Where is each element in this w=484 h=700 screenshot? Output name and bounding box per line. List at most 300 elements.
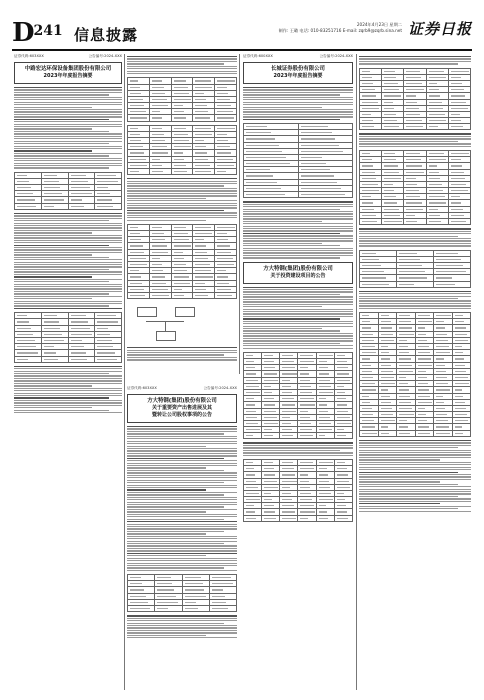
text-line xyxy=(14,227,122,228)
table-row xyxy=(15,356,122,362)
text-line xyxy=(14,150,92,151)
table-cell xyxy=(434,281,471,287)
article-2-title xyxy=(243,62,353,84)
text-line xyxy=(127,71,237,72)
text-line xyxy=(359,236,458,237)
text-line xyxy=(127,487,237,488)
text-line xyxy=(243,104,353,105)
text-line xyxy=(14,223,122,224)
text-line xyxy=(127,477,237,478)
text-line xyxy=(243,313,353,314)
text-line xyxy=(243,213,353,214)
text-line xyxy=(127,210,224,211)
article-1-title xyxy=(14,62,122,84)
text-line xyxy=(14,215,122,216)
newspaper-logo: 证券日报 xyxy=(407,20,472,38)
text-line xyxy=(359,459,440,460)
text-line xyxy=(14,245,109,246)
text-line xyxy=(127,509,237,510)
text-line xyxy=(127,448,237,449)
text-line xyxy=(127,472,237,473)
text-line xyxy=(127,446,206,447)
text-line xyxy=(359,489,471,490)
text-line xyxy=(243,450,340,451)
column-3 xyxy=(127,386,237,690)
text-line xyxy=(127,185,224,186)
text-line xyxy=(14,128,92,129)
text-line xyxy=(359,240,471,241)
text-line xyxy=(243,445,353,446)
text-line xyxy=(359,511,471,512)
text-line xyxy=(243,87,353,88)
text-line xyxy=(127,188,237,189)
article-2-body-3 xyxy=(243,442,353,455)
date-line: 2024年4月23日 星期二 xyxy=(356,22,402,27)
table-cell xyxy=(262,433,280,439)
table-row xyxy=(244,192,353,198)
ownership-diagram xyxy=(127,303,237,343)
text-line xyxy=(127,190,237,191)
table-cell xyxy=(68,356,95,362)
text-line xyxy=(359,508,458,509)
text-line xyxy=(127,178,237,179)
text-line xyxy=(127,526,237,527)
text-line xyxy=(243,204,353,205)
text-line xyxy=(14,121,122,122)
stock-code: 证券代码:603XXX xyxy=(127,386,157,390)
text-line xyxy=(243,338,353,339)
article-3-body xyxy=(127,426,237,571)
text-line xyxy=(14,92,122,93)
text-line xyxy=(127,620,237,621)
diagram-box xyxy=(137,307,157,317)
text-line xyxy=(127,567,224,568)
table-cell xyxy=(404,124,426,130)
table-cell xyxy=(182,606,209,612)
text-line xyxy=(243,218,353,219)
text-line xyxy=(359,464,471,465)
text-line xyxy=(14,109,122,110)
text-line xyxy=(359,303,471,304)
text-line xyxy=(127,565,237,566)
text-line xyxy=(243,333,353,334)
text-line xyxy=(243,309,353,310)
text-line xyxy=(14,400,122,401)
text-line xyxy=(243,111,353,112)
text-line xyxy=(127,470,224,471)
article-2-body-4 xyxy=(359,133,471,146)
column-divider xyxy=(124,54,125,690)
text-line xyxy=(14,380,122,381)
notice-title: 关于重要资产出售进展及其 xyxy=(151,405,212,411)
text-line xyxy=(14,249,122,250)
text-line xyxy=(243,243,322,244)
text-line xyxy=(243,335,353,336)
text-line xyxy=(359,138,471,139)
text-line xyxy=(14,99,122,100)
text-line xyxy=(14,141,122,142)
text-line xyxy=(359,452,471,453)
text-line xyxy=(127,455,237,456)
article-1-table xyxy=(14,172,122,210)
table-cell xyxy=(426,219,448,225)
text-line xyxy=(359,454,471,455)
text-line xyxy=(127,637,237,638)
text-line xyxy=(127,555,206,556)
diagram-box xyxy=(175,307,195,317)
text-line xyxy=(243,235,353,236)
text-line xyxy=(14,397,109,398)
table-cell xyxy=(41,203,68,209)
text-line xyxy=(14,405,122,406)
text-line xyxy=(127,203,237,204)
text-line xyxy=(14,298,92,299)
text-line xyxy=(127,436,237,437)
text-line xyxy=(14,293,109,294)
article-2-cont xyxy=(359,56,471,65)
column-2 xyxy=(127,54,237,380)
text-line xyxy=(14,114,122,115)
table-cell xyxy=(448,124,470,130)
text-line xyxy=(359,63,458,64)
text-line xyxy=(243,252,353,253)
article-1-cont xyxy=(127,56,237,74)
text-line xyxy=(14,252,122,253)
text-line xyxy=(127,63,224,64)
text-line xyxy=(127,220,206,221)
text-line xyxy=(127,183,237,184)
text-line xyxy=(14,279,122,280)
text-line xyxy=(127,538,237,539)
table-cell xyxy=(426,124,448,130)
text-line xyxy=(127,450,237,451)
text-line xyxy=(127,528,237,529)
text-line xyxy=(14,225,122,226)
text-line xyxy=(14,104,122,105)
company-name: 方大特钢(集团)股份有限公司 xyxy=(147,398,217,404)
text-line xyxy=(243,250,353,251)
text-line xyxy=(127,68,237,69)
text-line xyxy=(359,450,471,451)
text-line xyxy=(127,480,237,481)
table-row xyxy=(15,203,122,209)
text-line xyxy=(243,228,353,229)
table-row xyxy=(244,433,353,439)
text-line xyxy=(243,289,353,290)
text-line xyxy=(127,504,237,505)
text-line xyxy=(359,146,471,147)
text-line xyxy=(14,257,109,258)
article-2-table-4 xyxy=(359,68,471,131)
text-line xyxy=(359,440,471,441)
table-cell xyxy=(128,168,150,174)
table-cell xyxy=(298,192,353,198)
text-line xyxy=(359,136,471,137)
article-2-table-2 xyxy=(243,352,353,440)
text-line xyxy=(14,119,109,120)
article-3-body-2 xyxy=(127,615,237,638)
text-line xyxy=(127,524,237,525)
text-line xyxy=(243,442,353,443)
masthead-meta xyxy=(212,22,402,34)
article-1-codes xyxy=(14,54,122,59)
text-line xyxy=(127,511,206,512)
text-line xyxy=(14,385,92,386)
text-line xyxy=(127,217,237,218)
text-line xyxy=(243,89,353,90)
text-line xyxy=(14,390,122,391)
text-line xyxy=(359,445,471,446)
text-line xyxy=(127,499,237,500)
text-line xyxy=(127,618,237,619)
text-line xyxy=(359,498,471,499)
text-line xyxy=(127,458,224,459)
table-cell xyxy=(382,124,404,130)
text-line xyxy=(14,153,122,154)
article-2-table-6 xyxy=(359,250,471,288)
text-line xyxy=(14,165,122,166)
text-line xyxy=(359,243,471,244)
text-line xyxy=(243,248,353,249)
text-line xyxy=(243,455,353,456)
text-line xyxy=(14,107,92,108)
text-line xyxy=(14,254,92,255)
article-2-table-7 xyxy=(359,312,471,437)
text-line xyxy=(127,570,237,571)
text-line xyxy=(359,493,471,494)
text-line xyxy=(359,467,471,468)
masthead-rule xyxy=(12,49,472,51)
article-1-body-2 xyxy=(14,213,122,309)
page-number xyxy=(12,18,63,48)
masthead xyxy=(12,18,472,48)
text-line xyxy=(127,519,224,520)
text-line xyxy=(359,486,471,487)
company-name: 方大特钢(集团)股份有限公司 xyxy=(263,265,333,272)
text-line xyxy=(127,359,237,360)
company-name: 长城证券股份有限公司 xyxy=(271,66,325,72)
text-line xyxy=(14,305,109,306)
text-line xyxy=(243,223,353,224)
text-line xyxy=(127,545,237,546)
text-line xyxy=(359,472,458,473)
text-line xyxy=(359,141,458,142)
text-line xyxy=(14,232,92,233)
text-line xyxy=(127,489,206,490)
text-line xyxy=(14,237,122,238)
stock-code: 证券代码:603XXX xyxy=(14,54,44,58)
table-cell xyxy=(452,430,471,436)
table-row xyxy=(128,115,237,121)
article-3-codes xyxy=(127,386,237,391)
table-cell xyxy=(41,356,68,362)
text-line xyxy=(243,233,340,234)
text-line xyxy=(127,558,237,559)
text-line xyxy=(127,460,237,461)
text-line xyxy=(14,274,122,275)
text-line xyxy=(359,491,471,492)
text-line xyxy=(359,296,471,297)
table-row xyxy=(360,219,471,225)
text-line xyxy=(359,238,471,239)
text-line xyxy=(127,205,237,206)
table-cell xyxy=(215,115,237,121)
table-cell xyxy=(316,515,334,521)
text-line xyxy=(14,288,122,289)
table-cell xyxy=(360,281,397,287)
text-line xyxy=(14,240,122,241)
text-line xyxy=(14,111,122,112)
text-line xyxy=(127,550,237,551)
table-row xyxy=(360,281,471,287)
table-cell xyxy=(360,124,382,130)
text-line xyxy=(127,623,224,624)
table-row xyxy=(244,515,353,521)
report-title: 2023年年度报告摘要 xyxy=(273,73,323,79)
table-cell xyxy=(215,292,237,298)
text-line xyxy=(14,366,122,367)
text-line xyxy=(243,287,353,288)
text-line xyxy=(359,61,471,62)
text-line xyxy=(243,206,353,207)
text-line xyxy=(359,143,471,144)
text-line xyxy=(127,502,237,503)
text-line xyxy=(359,496,458,497)
text-line xyxy=(14,126,122,127)
text-line xyxy=(243,114,353,115)
text-line xyxy=(243,328,322,329)
article-1-table-4 xyxy=(127,125,237,176)
text-line xyxy=(127,350,237,351)
text-line xyxy=(359,457,471,458)
page-number-digits: 241 xyxy=(33,23,63,39)
page-letter: D xyxy=(12,18,34,48)
article-1-body xyxy=(14,87,122,169)
text-line xyxy=(14,284,122,285)
table-cell xyxy=(193,115,215,121)
text-line xyxy=(243,348,353,349)
text-line xyxy=(243,209,340,210)
table-row xyxy=(128,606,237,612)
text-line xyxy=(243,311,353,312)
table-cell xyxy=(378,430,397,436)
text-line xyxy=(243,94,340,95)
article-3-table xyxy=(127,574,237,612)
table-cell xyxy=(434,430,453,436)
text-line xyxy=(243,245,340,246)
table-cell xyxy=(15,203,42,209)
text-line xyxy=(243,257,340,258)
diagram-box xyxy=(156,331,176,341)
text-line xyxy=(14,146,122,147)
text-line xyxy=(127,428,237,429)
notice-title-2: 暨转让公司股权事项的公告 xyxy=(151,412,212,418)
text-line xyxy=(127,553,237,554)
text-line xyxy=(127,354,224,355)
text-line xyxy=(243,318,340,319)
text-line xyxy=(243,447,353,448)
text-line xyxy=(14,155,109,156)
text-line xyxy=(243,97,353,98)
article-2-body-5 xyxy=(359,228,471,246)
text-line xyxy=(14,131,109,132)
contact-line: 制作: 王璐 电话: 010-83251716 E-mail: zqrb9@zqrb.sina.net xyxy=(278,28,402,33)
text-line xyxy=(127,438,237,439)
text-line xyxy=(127,563,237,564)
table-cell xyxy=(149,168,171,174)
text-line xyxy=(14,97,122,98)
text-line xyxy=(127,485,237,486)
table-cell xyxy=(209,606,236,612)
text-line xyxy=(14,235,122,236)
text-line xyxy=(359,308,471,309)
article-2-body xyxy=(243,87,353,120)
notice-number: 公告编号:2024-XXX xyxy=(203,386,237,390)
text-line xyxy=(359,233,471,234)
text-line xyxy=(359,462,471,463)
text-line xyxy=(359,293,471,294)
table-cell xyxy=(298,433,316,439)
text-line xyxy=(14,242,122,243)
text-line xyxy=(14,393,122,394)
text-line xyxy=(243,109,353,110)
text-line xyxy=(359,231,471,232)
text-line xyxy=(359,447,458,448)
notice-number: 公告编号:2024-XXX xyxy=(319,54,353,58)
table-cell xyxy=(448,219,470,225)
text-line xyxy=(127,433,224,434)
text-line xyxy=(127,73,237,74)
text-line xyxy=(243,296,353,297)
column-5 xyxy=(359,54,471,690)
text-line xyxy=(127,352,237,353)
text-line xyxy=(14,395,122,396)
text-line xyxy=(127,463,237,464)
column-4 xyxy=(243,54,353,690)
section-title: 信息披露 xyxy=(74,26,139,44)
table-cell xyxy=(316,433,334,439)
table-cell xyxy=(149,115,171,121)
company-name: 中路宏达环保设备集团股份有限公司 xyxy=(24,66,112,72)
text-line xyxy=(14,269,109,270)
table-cell xyxy=(280,433,298,439)
text-line xyxy=(127,543,224,544)
text-line xyxy=(14,410,109,411)
text-line xyxy=(359,245,471,246)
text-line xyxy=(127,212,237,213)
text-line xyxy=(127,625,237,626)
table-row xyxy=(360,430,471,436)
column-divider xyxy=(239,54,240,374)
table-cell xyxy=(171,115,193,121)
text-line xyxy=(359,484,458,485)
text-line xyxy=(14,259,122,260)
text-line xyxy=(14,281,109,282)
text-line xyxy=(127,215,237,216)
article-4-title xyxy=(243,262,353,284)
table-cell xyxy=(244,515,262,521)
table-cell xyxy=(382,219,404,225)
text-line xyxy=(14,262,122,263)
text-line xyxy=(243,345,353,346)
text-line xyxy=(127,193,237,194)
text-line xyxy=(243,230,353,231)
text-line xyxy=(243,321,353,322)
text-line xyxy=(14,158,122,159)
text-line xyxy=(243,102,353,103)
article-2-body-6 xyxy=(359,291,471,309)
article-1-table-2 xyxy=(14,312,122,363)
